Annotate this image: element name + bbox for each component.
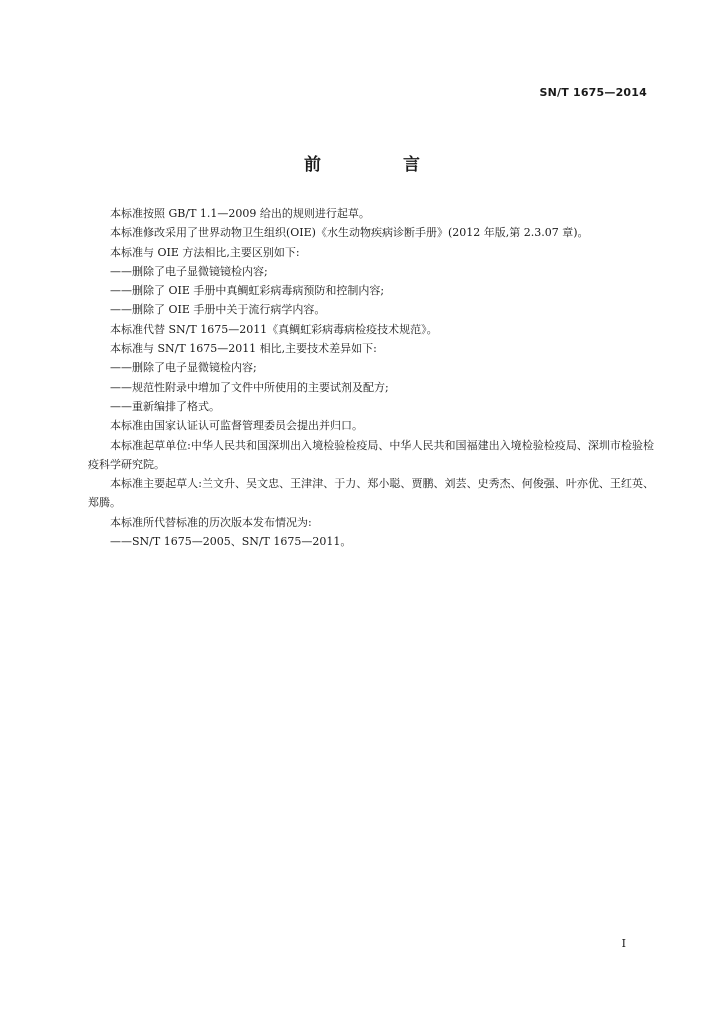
- standard-code: SN/T 1675—2014: [539, 86, 647, 99]
- paragraph-oie-differences: 本标准与 OIE 方法相比,主要区别如下:: [110, 245, 300, 259]
- page-title: 前 言: [304, 155, 458, 175]
- page-number: I: [621, 937, 626, 950]
- list-item: ——删除了 OIE 手册中真鲷虹彩病毒病预防和控制内容;: [110, 284, 385, 298]
- list-item: ——删除了 OIE 手册中关于流行病学内容。: [110, 303, 326, 317]
- paragraph-history: 本标准所代替标准的历次版本发布情况为:: [110, 515, 312, 529]
- list-item: ——删除了电子显微镜镜检内容;: [110, 264, 268, 278]
- paragraph-drafting-units: 本标准起草单位:中华人民共和国深圳出入境检验检疫局、中华人民共和国福建出入境检验检疫局、深圳市检验检疫科学研究院。: [88, 438, 654, 471]
- paragraph-technical-differences: 本标准与 SN/T 1675—2011 相比,主要技术差异如下:: [110, 342, 377, 356]
- paragraph-drafters: 本标准主要起草人:兰文升、吴文忠、王津津、于力、郑小聪、贾鹏、刘芸、史秀杰、何俊强、叶亦优、王红英、郑腾。: [88, 477, 654, 510]
- paragraph-replaces: 本标准代替 SN/T 1675—2011《真鲷虹彩病毒病检疫技术规范》。: [110, 322, 438, 336]
- list-item: ——删除了电子显微镜检内容;: [110, 361, 257, 375]
- list-item: ——SN/T 1675—2005、SN/T 1675—2011。: [110, 535, 352, 549]
- list-item: ——重新编排了格式。: [110, 399, 220, 413]
- paragraph-drafting-rules: 本标准按照 GB/T 1.1—2009 给出的规则进行起草。: [110, 207, 370, 220]
- foreword-body: [88, 204, 654, 551]
- list-item: ——规范性附录中增加了文件中所使用的主要试剂及配方;: [110, 380, 389, 394]
- paragraph-proposed-by: 本标准由国家认证认可监督管理委员会提出并归口。: [110, 419, 363, 433]
- paragraph-oie-adoption: 本标准修改采用了世界动物卫生组织(OIE)《水生动物疾病诊断手册》(2012 年版,第 2.3.07 章)。: [110, 226, 589, 240]
